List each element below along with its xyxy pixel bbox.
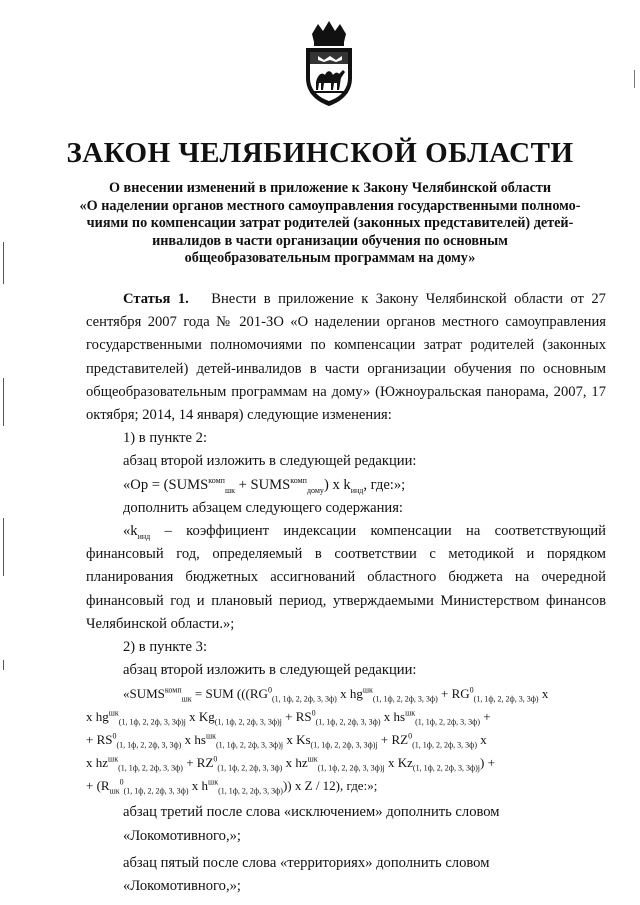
item-2-paragraph-b: абзац третий после слова «исключением» дополнить словом «Локомотивного,»;: [123, 804, 500, 844]
item-1: 1) в пункте 2:: [123, 430, 208, 447]
article-heading: Статья 1.: [123, 291, 189, 307]
formula-line: + ($R_{шк}^0_{(1, 1ф, 2, 2ф, 3, 3ф)}$ x $h^{шк}_{(1, 1ф, 2, 2ф, 3, 3ф)}$)) x Z / 12), где:»;: [86, 778, 378, 797]
subtitle-line: О внесении изменений в приложение к Закону Челябинской области: [108, 180, 552, 196]
subtitle-line: инвалидов в части организации обучения по основным: [152, 232, 508, 249]
subtitle-line: чиями по компенсации затрат родителей (законных представителей) детей-: [86, 215, 574, 232]
scan-edge-mark: [3, 660, 4, 670]
subtitle-line: «О наделении органов местного самоуправления государственными полномо-: [79, 197, 581, 214]
document-body: [86, 288, 606, 898]
formula-line: + $RS^0_{(1, 1ф, 2, 2ф, 3, 3ф)}$ x $hs^{шк}_{(1, 1ф, 2, 2ф, 3, 3ф)j}$ x $Ks_{(1, 1ф, 2, 2ф, 3, 3ф)j} + RZ^0_{(1, 1ф, 2, 2ф, 3, 3ф)}$ x: [86, 732, 487, 751]
formula-sums: [86, 682, 606, 797]
scan-edge-mark: [3, 518, 4, 576]
kind-definition: «$k_{инд}$ – коэффициент индексации компенсации на соответствующий финансовый год, определяемый в соответствии с методикой и порядком планирования бюджетных ассигнований областного бюджета на очередной финансовый год и плановый период, утверждаемыми Министерством финансов Челябинской области.»;: [86, 523, 606, 632]
subtitle-line: общеобразовательным программам на дому»: [184, 250, 476, 267]
item-2-paragraph-c: абзац пятый после слова «территориях» дополнить словом «Локомотивного,»;: [123, 854, 490, 895]
formula-line: x $hg^{шк}_{(1, 1ф, 2, 2ф, 3, 3ф)j}$ x $Kg_{(1, 1ф, 2, 2ф, 3, 3ф)j} + RS^0_{(1, 1ф, 2, 2ф, 3, 3ф)}$ x $hs^{шк}_{(1, 1ф, 2, 2ф, 3, 3ф)}$ +: [86, 709, 491, 728]
item-2-paragraph-a: абзац второй изложить в следующей редакции:: [123, 662, 417, 679]
scan-edge-mark: [3, 378, 4, 426]
article-intro: [86, 288, 606, 427]
item-1-paragraph-a: абзац второй изложить в следующей редакции:: [123, 453, 417, 470]
item-1-paragraph-b: дополнить абзацем следующего содержания:: [123, 499, 403, 516]
item-2: 2) в пункте 3:: [123, 639, 208, 656]
article-intro-text: Внести в приложение к Закону Челябинской области от 27 сентября 2007 года № 201-ЗО «О наделении органов местного самоуправления государственными полномочиями по компенсации затрат родителей (законных представителей) детей-инвалидов в части организации обучения по основным общеобразовательным программам на дому» (Южноуральская панорама, 2007, 17 октября; 2014, 14 января) следующие изменения:: [86, 291, 606, 424]
formula-line: «$SUMS^{комп}_{шк}$ = SUM ((($RG^0_{(1, 1ф, 2, 2ф, 3, 3ф)}$ x $hg^{шк}_{(1, 1ф, 2, 2ф, 3, 3ф)} + RG^0_{(1, 1ф, 2, 2ф, 3, 3ф)}$ x: [123, 686, 549, 705]
law-title: ЗАКОН ЧЕЛЯБИНСКОЙ ОБЛАСТИ: [66, 137, 574, 169]
scan-edge-mark: [634, 70, 635, 88]
formula-line: x $hz^{шк}_{(1, 1ф, 2, 2ф, 3, 3ф)} + RZ^0_{(1, 1ф, 2, 2ф, 3, 3ф)}$ x $hz^{шк}_{(1, 1ф, 2, 2ф, 3, 3ф)j}$ x $Kz_{(1, 1ф, 2, 2ф, 3, 3ф)j}$) +: [86, 755, 495, 774]
coat-of-arms-emblem: [298, 20, 360, 108]
law-subtitle: [70, 180, 590, 268]
formula-op: «$Op = (SUMS^{комп}_{шк}$ + $SUMS^{комп}_{дому}$) x $k_{инд}$, где:»;: [123, 475, 406, 495]
scan-edge-mark: [3, 242, 4, 284]
